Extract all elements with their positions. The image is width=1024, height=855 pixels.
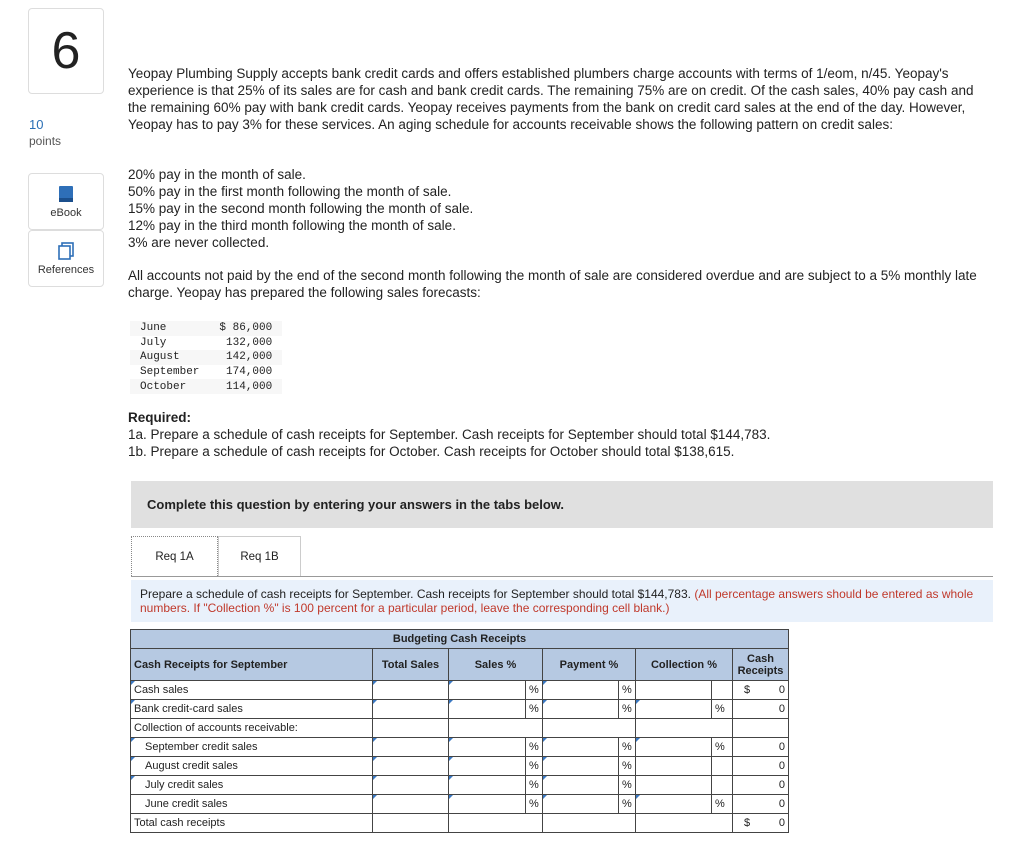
required-heading: Required: [128,410,192,425]
required-item: 1b. Prepare a schedule of cash receipts for October. Cash receipts for October should total $138,615. [128,444,735,459]
tab-divider [131,576,993,577]
total-sales-input[interactable] [373,738,449,757]
forecast-amount: 174,000 [226,366,273,379]
dollar-symbol: $ [744,817,751,829]
cash-receipts-amount: 0 [733,738,789,757]
pct-symbol: % [526,681,543,700]
pct-symbol: % [712,700,733,719]
instruction-banner: Complete this question by entering your answers in the tabs below. [131,481,993,528]
payment-pattern [128,166,978,251]
header-cash-receipts: Cash Receipts [733,649,789,681]
row-label[interactable]: Bank credit-card sales [131,700,373,719]
header-total-sales: Total Sales [373,649,449,681]
required-item: 1a. Prepare a schedule of cash receipts for September. Cash receipts for September should total $144,783. [128,427,771,442]
forecast-row [130,321,282,336]
collection-pct-input[interactable] [636,795,712,814]
budget-title: Budgeting Cash Receipts [131,630,789,649]
forecast-row [130,336,282,351]
budget-row-cash-sales [131,681,789,700]
row-label[interactable]: August credit sales [131,757,373,776]
pattern-line: 3% are never collected. [128,235,270,250]
pct-symbol: % [619,700,636,719]
overdue-note: All accounts not paid by the end of the second month following the month of sale are considered overdue and are subject to a 5% monthly late charge. Yeopay has prepared the following sales forecasts: [128,268,977,300]
points-info [29,117,61,149]
forecast-month: October [130,379,209,394]
total-cash-receipts [733,814,789,833]
forecast-month: June [130,321,209,336]
required-section [128,409,978,460]
pct-symbol: % [526,795,543,814]
total-amount: 0 [778,817,785,829]
budget-table [130,629,789,833]
budget-title-row [131,630,789,649]
forecast-amount: 132,000 [226,336,273,349]
row-label[interactable]: Cash sales [131,681,373,700]
sales-pct-input[interactable] [449,681,526,700]
header-label: Cash Receipts for September [131,649,373,681]
cash-receipts-amount: 0 [733,757,789,776]
budget-row-august [131,757,789,776]
budget-row-june [131,795,789,814]
tab-req-1a[interactable]: Req 1A [131,536,218,576]
points-value: 10 [29,117,44,132]
sales-pct-input[interactable] [449,757,526,776]
budget-row-total [131,814,789,833]
budget-row-bank-card-sales [131,700,789,719]
ebook-button[interactable] [28,173,104,230]
collection-pct-input[interactable] [636,700,712,719]
budget-header-row [131,649,789,681]
sales-pct-input[interactable] [449,738,526,757]
collection-pct-empty [636,776,712,795]
references-button[interactable] [28,230,104,287]
blank-cell [712,681,733,700]
intro-text: Yeopay Plumbing Supply accepts bank credit cards and offers established plumbers charge accounts with terms of 1/eom, n/45. Yeopay's experience is that 25% of its sales are for cash and bank credit cards. The remaining 75% are on credit. Of the cash sales, 40% pay cash and the remaining 60% pay with bank credit cards. Yeopay receives payments from the bank on credit card sales at the end of the day. However, Yeopay has to pay 3% for these services. An aging schedule for accounts receivable shows the following pattern on credit sales: [128,66,974,132]
total-sales-input[interactable] [373,700,449,719]
total-sales-input[interactable] [373,776,449,795]
sales-pct-input[interactable] [449,776,526,795]
collection-pct-empty [636,757,712,776]
tab-req-1b[interactable]: Req 1B [218,536,301,576]
pattern-line: 15% pay in the second month following the month of sale. [128,201,474,216]
forecast-month: July [140,336,167,349]
pct-symbol: % [619,757,636,776]
payment-pct-input[interactable] [543,795,619,814]
instruction-note: (All percentage answers should be entered as whole numbers. If "Collection %" is 100 percent for a particular period, leave the corresponding cell blank.) [140,587,974,615]
collection-pct-input[interactable] [636,738,712,757]
row-label: Total cash receipts [131,814,373,833]
collection-pct-empty [636,681,712,700]
total-sales-input[interactable] [373,681,449,700]
row-label[interactable]: September credit sales [131,738,373,757]
row-label: Collection of accounts receivable: [131,719,373,738]
pct-symbol: % [526,776,543,795]
pattern-line: 50% pay in the first month following the month of sale. [128,184,452,199]
dollar-symbol: $ [744,684,751,696]
budget-row-september [131,738,789,757]
budget-row-july [131,776,789,795]
pct-symbol: % [619,738,636,757]
pattern-line: 12% pay in the third month following the month of sale. [128,218,456,233]
header-payment-pct: Payment % [543,649,636,681]
ebook-label: eBook [50,206,82,219]
blank-cell [712,757,733,776]
cash-receipts-amount: 0 [733,700,789,719]
pct-symbol: % [619,681,636,700]
sales-forecast-table [130,321,282,394]
pct-symbol: % [712,738,733,757]
total-sales-input[interactable] [373,757,449,776]
total-sales-input[interactable] [373,795,449,814]
pct-symbol: % [526,738,543,757]
cash-receipts-value [733,681,789,700]
references-label: References [37,263,95,276]
forecast-row [130,379,282,394]
forecast-amount: $ 86,000 [209,321,282,336]
cash-receipts-amount: 0 [778,684,785,696]
forecast-amount: 142,000 [209,350,282,365]
payment-pct-input[interactable] [543,681,619,700]
blank-cell [712,776,733,795]
pattern-line: 20% pay in the month of sale. [128,167,306,182]
book-icon [57,185,75,203]
points-label: points [29,134,62,148]
budget-row-ar-heading [131,719,789,738]
header-collection-pct: Collection % [636,649,733,681]
tab-instructions [131,580,993,622]
row-label[interactable]: July credit sales [131,776,373,795]
forecast-row [130,350,282,365]
pct-symbol: % [619,776,636,795]
payment-pct-input[interactable] [543,738,619,757]
copy-icon [57,242,75,260]
pct-symbol: % [526,700,543,719]
cash-receipts-amount: 0 [733,795,789,814]
pct-symbol: % [712,795,733,814]
forecast-month: August [130,350,209,365]
instruction-main: Prepare a schedule of cash receipts for September. Cash receipts for September should total $144,783. [140,587,691,601]
sales-pct-input[interactable] [449,700,526,719]
cash-receipts-amount: 0 [733,776,789,795]
payment-pct-input[interactable] [543,757,619,776]
forecast-row [130,365,282,380]
pct-symbol: % [619,795,636,814]
row-label: June credit sales [131,795,373,814]
forecast-month: September [140,366,200,379]
header-sales-pct: Sales % [449,649,543,681]
question-number: 6 [28,8,104,94]
payment-pct-input[interactable] [543,776,619,795]
sales-pct-input[interactable] [449,795,526,814]
forecast-amount: 114,000 [209,379,282,394]
pct-symbol: % [526,757,543,776]
payment-pct-input[interactable] [543,700,619,719]
